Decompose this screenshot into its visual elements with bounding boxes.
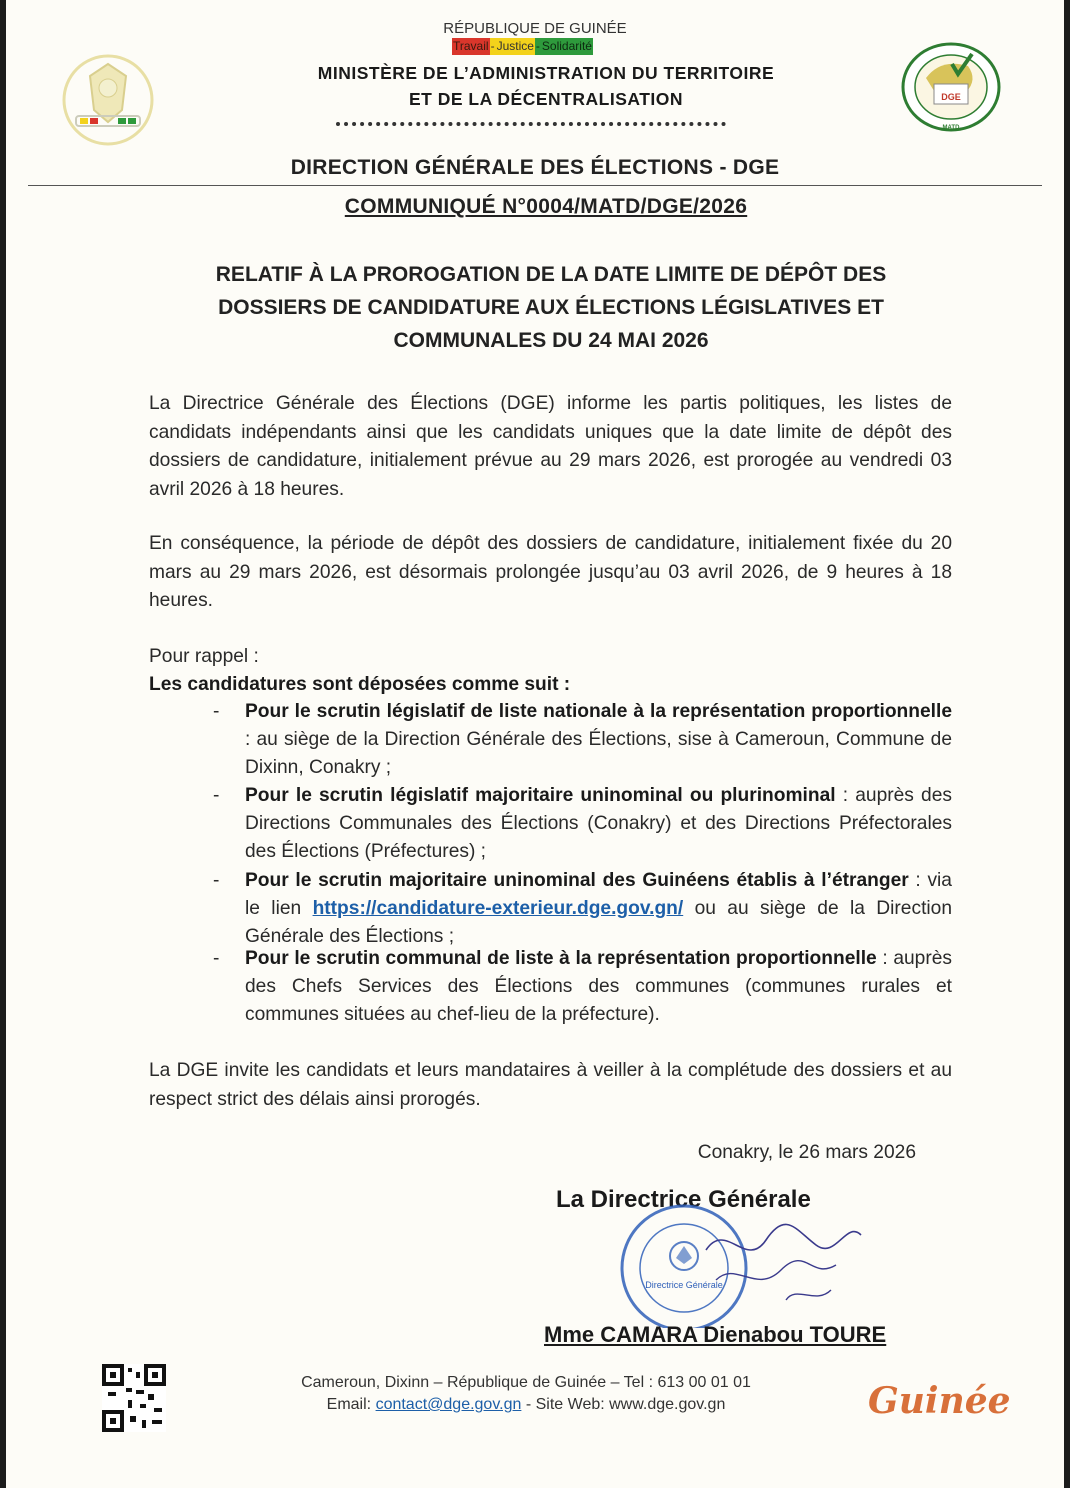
dge-logo-text: DGE — [941, 92, 961, 102]
dge-logo-bottom: MATD — [942, 125, 960, 131]
list-item-text: ou au siège de la Direction Générale des Élections ; — [245, 898, 953, 947]
footer-email-label: Email: — [326, 1396, 376, 1413]
directorate-title: DIRECTION GÉNÉRALE DES ÉLECTIONS - DGE — [290, 156, 780, 179]
list-item-text: : via le lien — [245, 870, 952, 919]
signatory-name: Mme CAMARA Dienabou TOURE — [544, 1322, 887, 1347]
motto-justice: Justice — [496, 39, 534, 53]
list-item — [213, 867, 952, 951]
footer-address: Cameroun, Dixinn – République de Guinée – Tel : 613 00 01 01 — [301, 1374, 751, 1391]
communique-number: COMMUNIQUÉ N°0004/MATD/DGE/2026 — [344, 195, 748, 218]
handwritten-signature-icon — [696, 1210, 886, 1320]
list-item-title: Pour le scrutin communal de liste à la représentation proportionnelle — [245, 948, 877, 969]
motto-separator: - — [490, 39, 495, 53]
document-page — [6, 0, 1064, 1488]
guinee-brand-logo: Guinée — [868, 1380, 1011, 1422]
footer-website: - Site Web: www.dge.gov.gn — [521, 1396, 726, 1413]
paragraph-invitation: La DGE invite les candidats et leurs mandataires à veiller à la complétude des dossiers et au respect strict des délais ainsi prorogés. — [149, 1060, 952, 1110]
communique-subject — [146, 258, 956, 357]
bullet-dash: - — [213, 870, 220, 891]
motto-travail: Travail — [453, 39, 489, 53]
list-item-title: Pour le scrutin législatif majoritaire uninominal ou plurinominal — [245, 785, 836, 806]
header-rule — [28, 185, 1042, 186]
national-motto — [452, 38, 593, 55]
header-dotted-divider — [336, 122, 726, 130]
subject-line-1: RELATIF À LA PROROGATION DE LA DATE LIMITE DE DÉPÔT DES — [215, 263, 887, 286]
footer-email-link[interactable]: contact@dge.gov.gn — [375, 1396, 522, 1413]
list-item — [213, 698, 952, 782]
signatory-title: La Directrice Générale — [556, 1186, 811, 1213]
bullet-dash: - — [213, 701, 220, 722]
list-item-text: : auprès des Directions Communales des Élections (Conakry) et des Directions Préfectorales des Élections (Préfectures) ; — [245, 785, 952, 862]
bullet-dash: - — [213, 948, 220, 969]
subject-line-2: DOSSIERS DE CANDIDATURE AUX ÉLECTIONS LÉGISLATIVES ET — [218, 296, 884, 319]
candidature-link[interactable]: https://candidature-exterieur.dge.gov.gn/ — [312, 898, 684, 919]
list-item-title: Pour le scrutin majoritaire uninominal des Guinéens établis à l’étranger — [245, 870, 909, 891]
list-item — [213, 945, 952, 1029]
paragraph-extension: La Directrice Générale des Élections (DGE) informe les partis politiques, les listes de candidats indépendants ainsi que les candidats uniques que la date limite de dépôt des dossiers de candidature, initialement prévue au 29 mars 2026, est prorogée au vendredi 03 avril 2026 à 18 heures. — [149, 393, 952, 500]
subject-line-3: COMMUNALES DU 24 MAI 2026 — [393, 329, 709, 352]
reminder-label: Pour rappel : — [149, 646, 259, 667]
motto-separator: - — [535, 39, 540, 53]
list-item — [213, 782, 952, 866]
dge-logo-icon — [896, 40, 1006, 135]
place-date: Conakry, le 26 mars 2026 — [697, 1142, 916, 1163]
list-item-title: Pour le scrutin législatif de liste nationale à la représentation proportionnelle — [245, 701, 952, 722]
ministry-line-1: MINISTÈRE DE L’ADMINISTRATION DU TERRITOIRE — [317, 63, 775, 83]
bullet-dash: - — [213, 785, 220, 806]
list-item-text: : auprès des Chefs Services des Élections des communes (communes rurales et communes situées au chef-lieu de la préfecture). — [245, 948, 952, 1025]
republic-title: RÉPUBLIQUE DE GUINÉE — [443, 20, 627, 37]
stamp-center-text: Directrice Générale — [645, 1280, 723, 1290]
ministry-line-2: ET DE LA DÉCENTRALISATION — [408, 89, 684, 109]
list-item-text: : au siège de la Direction Générale des Élections, sise à Cameroun, Commune de Dixinn, Conakry ; — [245, 729, 952, 778]
motto-solidarite: Solidarité — [541, 39, 592, 53]
paragraph-consequence: En conséquence, la période de dépôt des dossiers de candidature, initialement fixée du 20 mars au 29 mars 2026, est désormais prolongée jusqu’au 03 avril 2026, de 9 heures à 18 heures. — [149, 533, 952, 611]
reminder-heading: Les candidatures sont déposées comme suit : — [149, 674, 571, 695]
